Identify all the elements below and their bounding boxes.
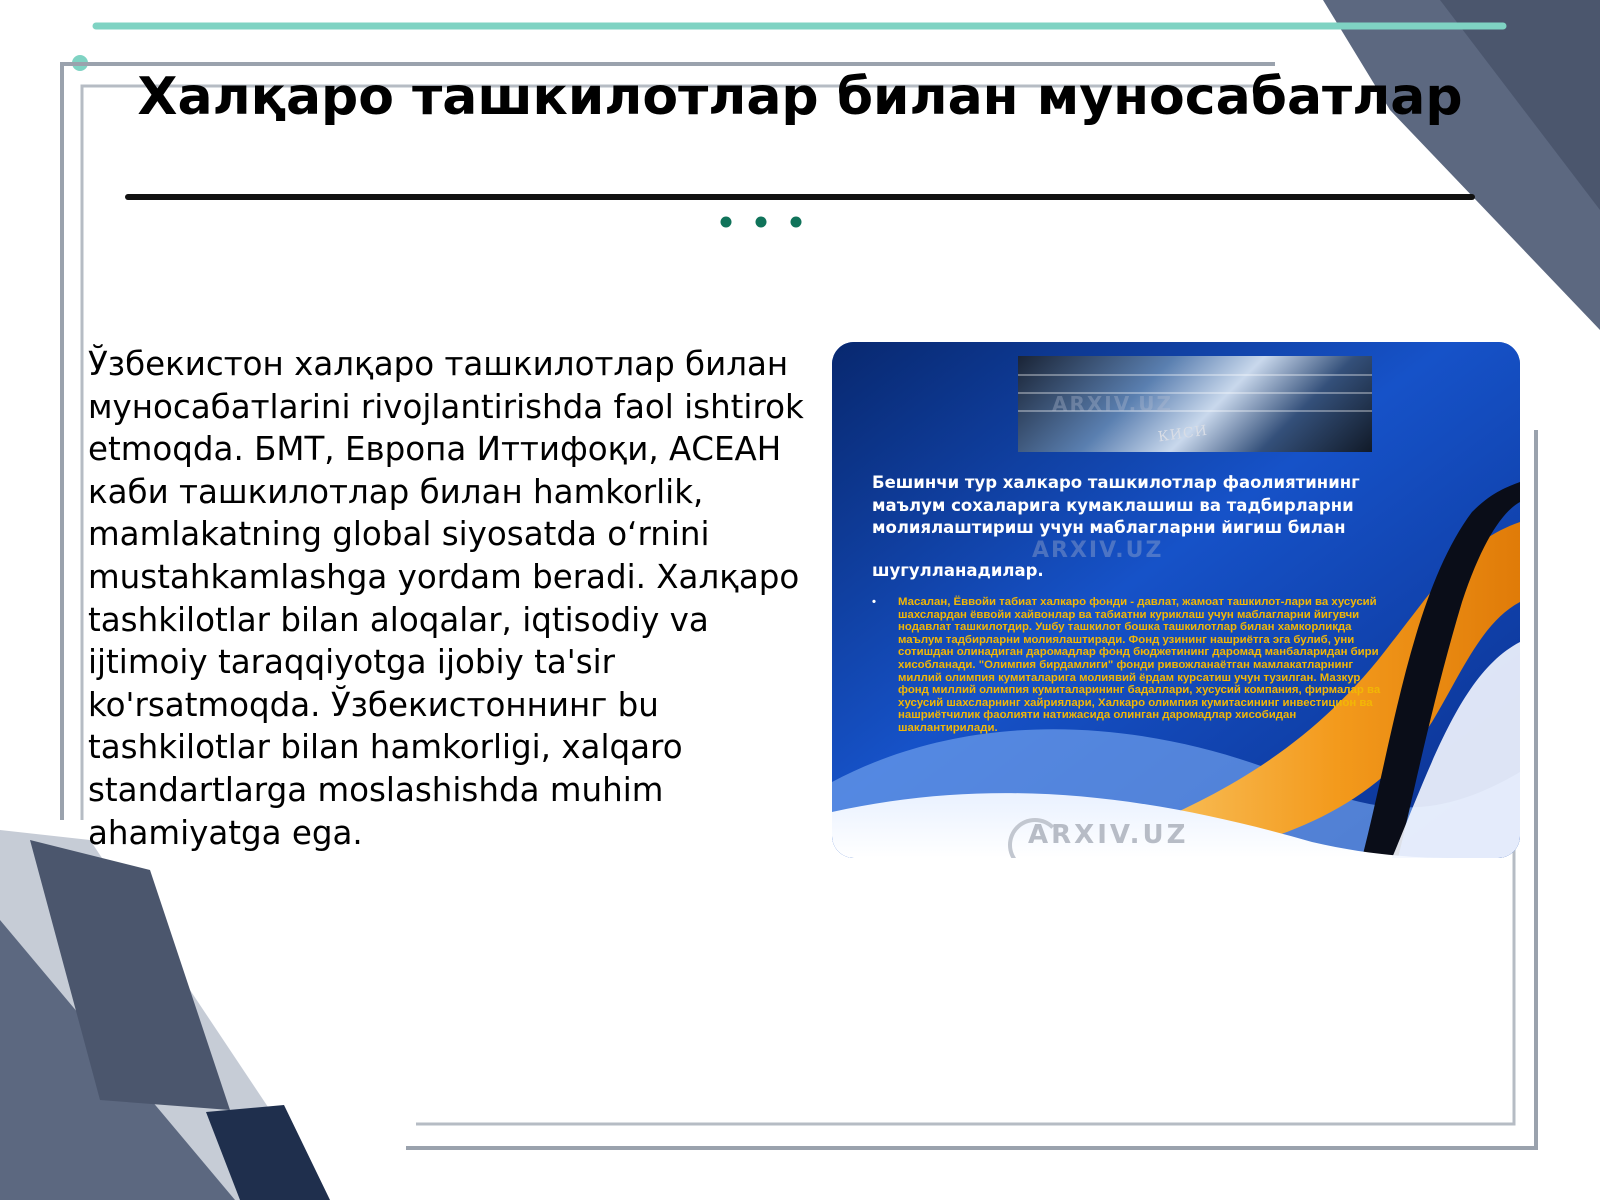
- image-heading-line-1: Бешинчи тур халкаро ташкилотлар фаолиятининг: [872, 473, 1360, 492]
- building-sign-text: КИСИ: [1157, 422, 1209, 446]
- bullet-marker: •: [872, 596, 876, 608]
- image-heading-line-2: маълум сохаларига кумаклашиш ва тадбирларни: [872, 495, 1354, 515]
- image-watermark-bottom: ARXIV.UZ: [1028, 820, 1189, 850]
- title-dot-2: [756, 217, 767, 228]
- image-heading: [872, 472, 1392, 582]
- image-heading-line-4: шугулланадилар.: [872, 560, 1044, 580]
- image-bullet: [872, 596, 1392, 735]
- image-heading-line-3: молиялаштириш учун маблагларни йигиш билан: [872, 518, 1346, 537]
- title-dot-1: [721, 217, 732, 228]
- title-dot-3: [791, 217, 802, 228]
- body-paragraph: Ўзбекистон халқаро ташкилотлар билан муносабатlarini rivojlantirishda faol ishtirok etmoqda. БМТ, Европа Иттифоқи, АСЕАН каби ташкилотлар билан hamkorlik, mamlakatning global siyosatda o‘rnini mustahkamlashga yordam beradi. Халқаро tashkilotlar bilan aloqalar, iqtisodiy va ijtimoiy taraqqiyotga ijobiy ta'sir ko'rsatmoqda. Ўзбекистоннинг bu tashkilotlar bilan hamkorligi, xalqaro standartlarga moslashishda muhim ahamiyatga ega.: [88, 345, 804, 852]
- image-watermark-mid: ARXIV.UZ: [1032, 538, 1164, 563]
- image-watermark-top: ARXIV.UZ: [1052, 392, 1173, 416]
- image-bullet-text: Масалан, Ёввойи табиат халкаро фонди - давлат, жамоат ташкилот-лари ва хусусий шахслардан ёввойи хайвонлар ва табиатни куриклаш учун маблагларни йигувчи нодавлат ташкилотдир. Ушбу ташкилот бошка ташкилотлар билан хамкорликда маълум тадбирларни молиялаштиради. Фонд узининг нашриётга эга булиб, уни сотишдан олинадиган даромадлар фонд бюджетининг даромад манбаларидан бири хисобланади. "Олимпия бирдамлиги" фонди ривожланаётган мамлакатларнинг миллий олимпия кумиталарига молиявий ёрдам курсатиш учун тузилган. Мазкур фонд миллий олимпия кумиталарининг бадаллари, хусусий компания, фирмалар ва хусусий шахсларнинг хайриялари, Халкаро олимпия кумитасининг инвестицион ва нашриётчилик фаолияти натижасида олинган даромадлар хисобидан шаклантирилади.: [898, 596, 1381, 734]
- embedded-slide-image: [832, 342, 1520, 858]
- slide-title: Халқаро ташкилотлар билан муносабатлар: [137, 67, 1463, 127]
